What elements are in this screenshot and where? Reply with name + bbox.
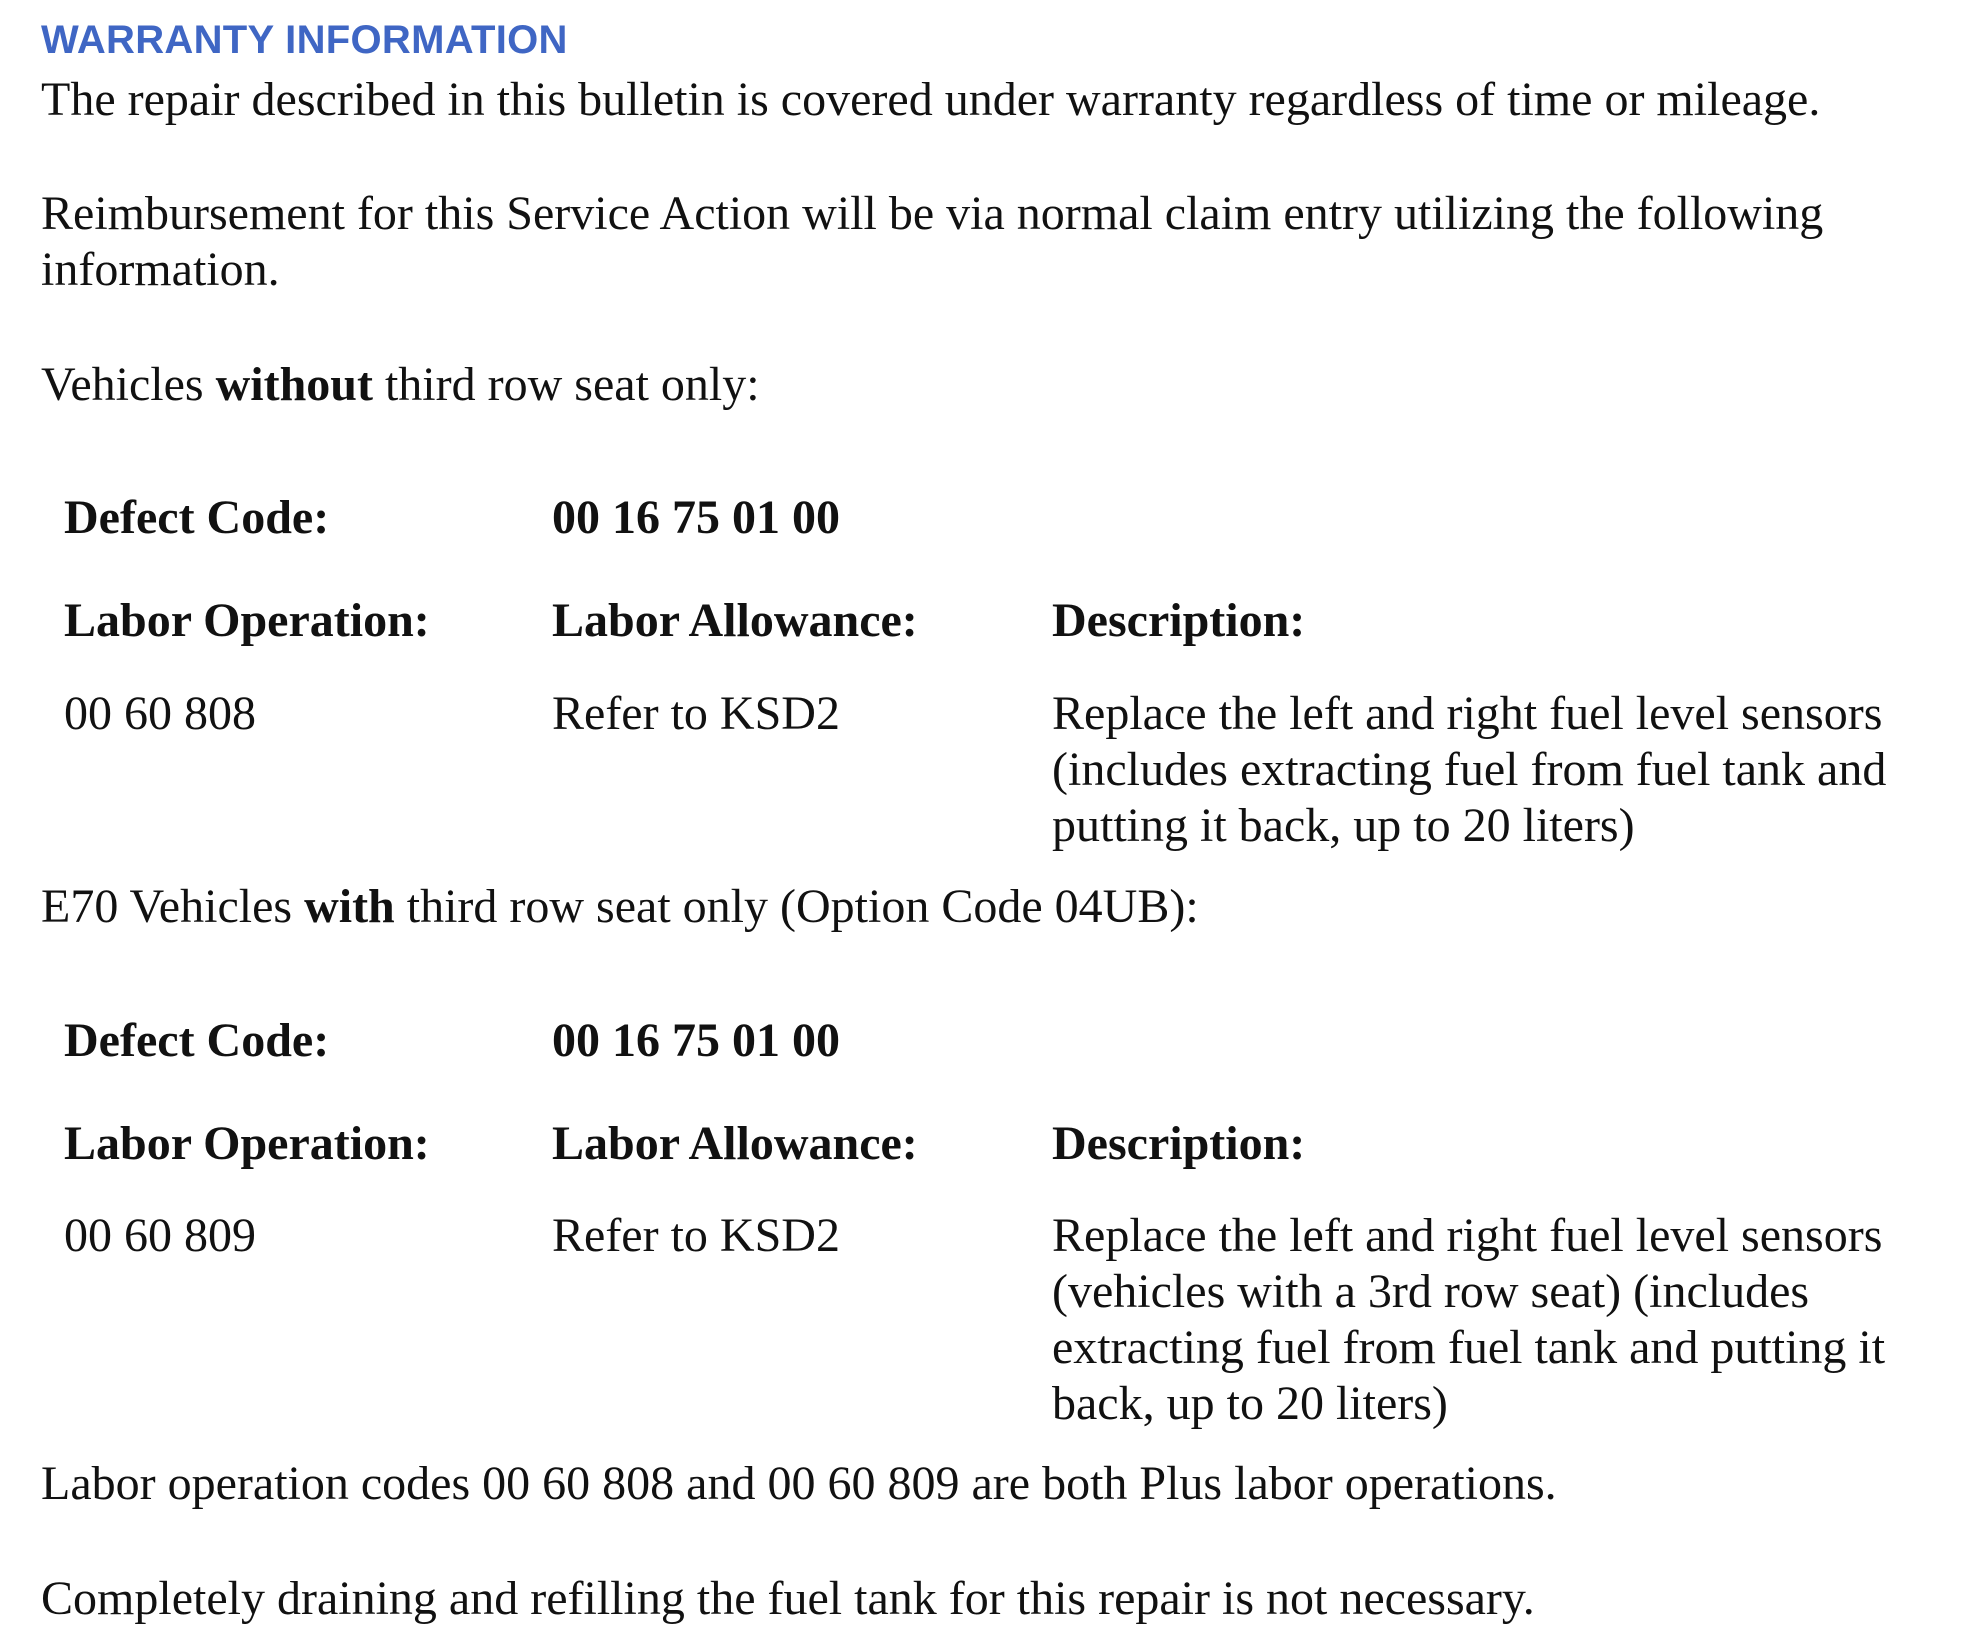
section1-defect-value: 00 16 75 01 00 [552,491,840,544]
section2-labor-allowance: Refer to KSD2 [552,1209,840,1262]
section2-title-bold: with [304,880,395,933]
section1-header-labor-allowance: Labor Allowance: [552,594,918,647]
section2-description-line: Replace the left and right fuel level sensors [1052,1209,1883,1262]
reimbursement-line-2: information. [41,243,280,296]
draining-note: Completely draining and refilling the fuel tank for this repair is not necessary. [41,1572,1535,1625]
section2-description-line: (vehicles with a 3rd row seat) (includes [1052,1265,1810,1318]
section1-description-line: Replace the left and right fuel level sensors [1052,687,1883,740]
section2-title [41,879,1199,935]
section2-description-line: back, up to 20 liters) [1052,1377,1448,1430]
section2-defect-value: 00 16 75 01 00 [552,1014,840,1067]
section1-description [1052,686,1952,854]
section1-labor-operation: 00 60 808 [64,687,256,740]
section1-defect-label: Defect Code: [64,491,330,544]
section1-labor-allowance: Refer to KSD2 [552,687,840,740]
section1-header-labor-operation: Labor Operation: [64,594,430,647]
section2-header-labor-allowance: Labor Allowance: [552,1117,918,1170]
section2-title-post: third row seat only (Option Code 04UB): [394,880,1199,933]
section1-header-description: Description: [1052,594,1306,647]
section2-description-line: extracting fuel from fuel tank and putting it [1052,1321,1886,1374]
section-heading: WARRANTY INFORMATION [41,18,568,62]
section1-title-pre: Vehicles [41,358,216,411]
section2-labor-operation: 00 60 809 [64,1209,256,1262]
reimbursement-line-1: Reimbursement for this Service Action will be via normal claim entry utilizing the following [41,187,1824,240]
section2-header-description: Description: [1052,1117,1306,1170]
section2-description [1052,1208,1952,1432]
section1-title-bold: without [215,358,373,411]
section2-header-labor-operation: Labor Operation: [64,1117,430,1170]
section1-description-line: (includes extracting fuel from fuel tank and [1052,743,1887,796]
section2-title-pre: E70 Vehicles [41,880,305,933]
section1-title-post: third row seat only: [372,358,760,411]
reimbursement-text [41,186,1823,298]
plus-labor-note: Labor operation codes 00 60 808 and 00 60 809 are both Plus labor operations. [41,1457,1557,1510]
section1-title [41,357,760,413]
section1-description-line: putting it back, up to 20 liters) [1052,799,1635,852]
intro-text: The repair described in this bulletin is covered under warranty regardless of time or mileage. [41,73,1821,126]
section2-defect-label: Defect Code: [64,1014,330,1067]
